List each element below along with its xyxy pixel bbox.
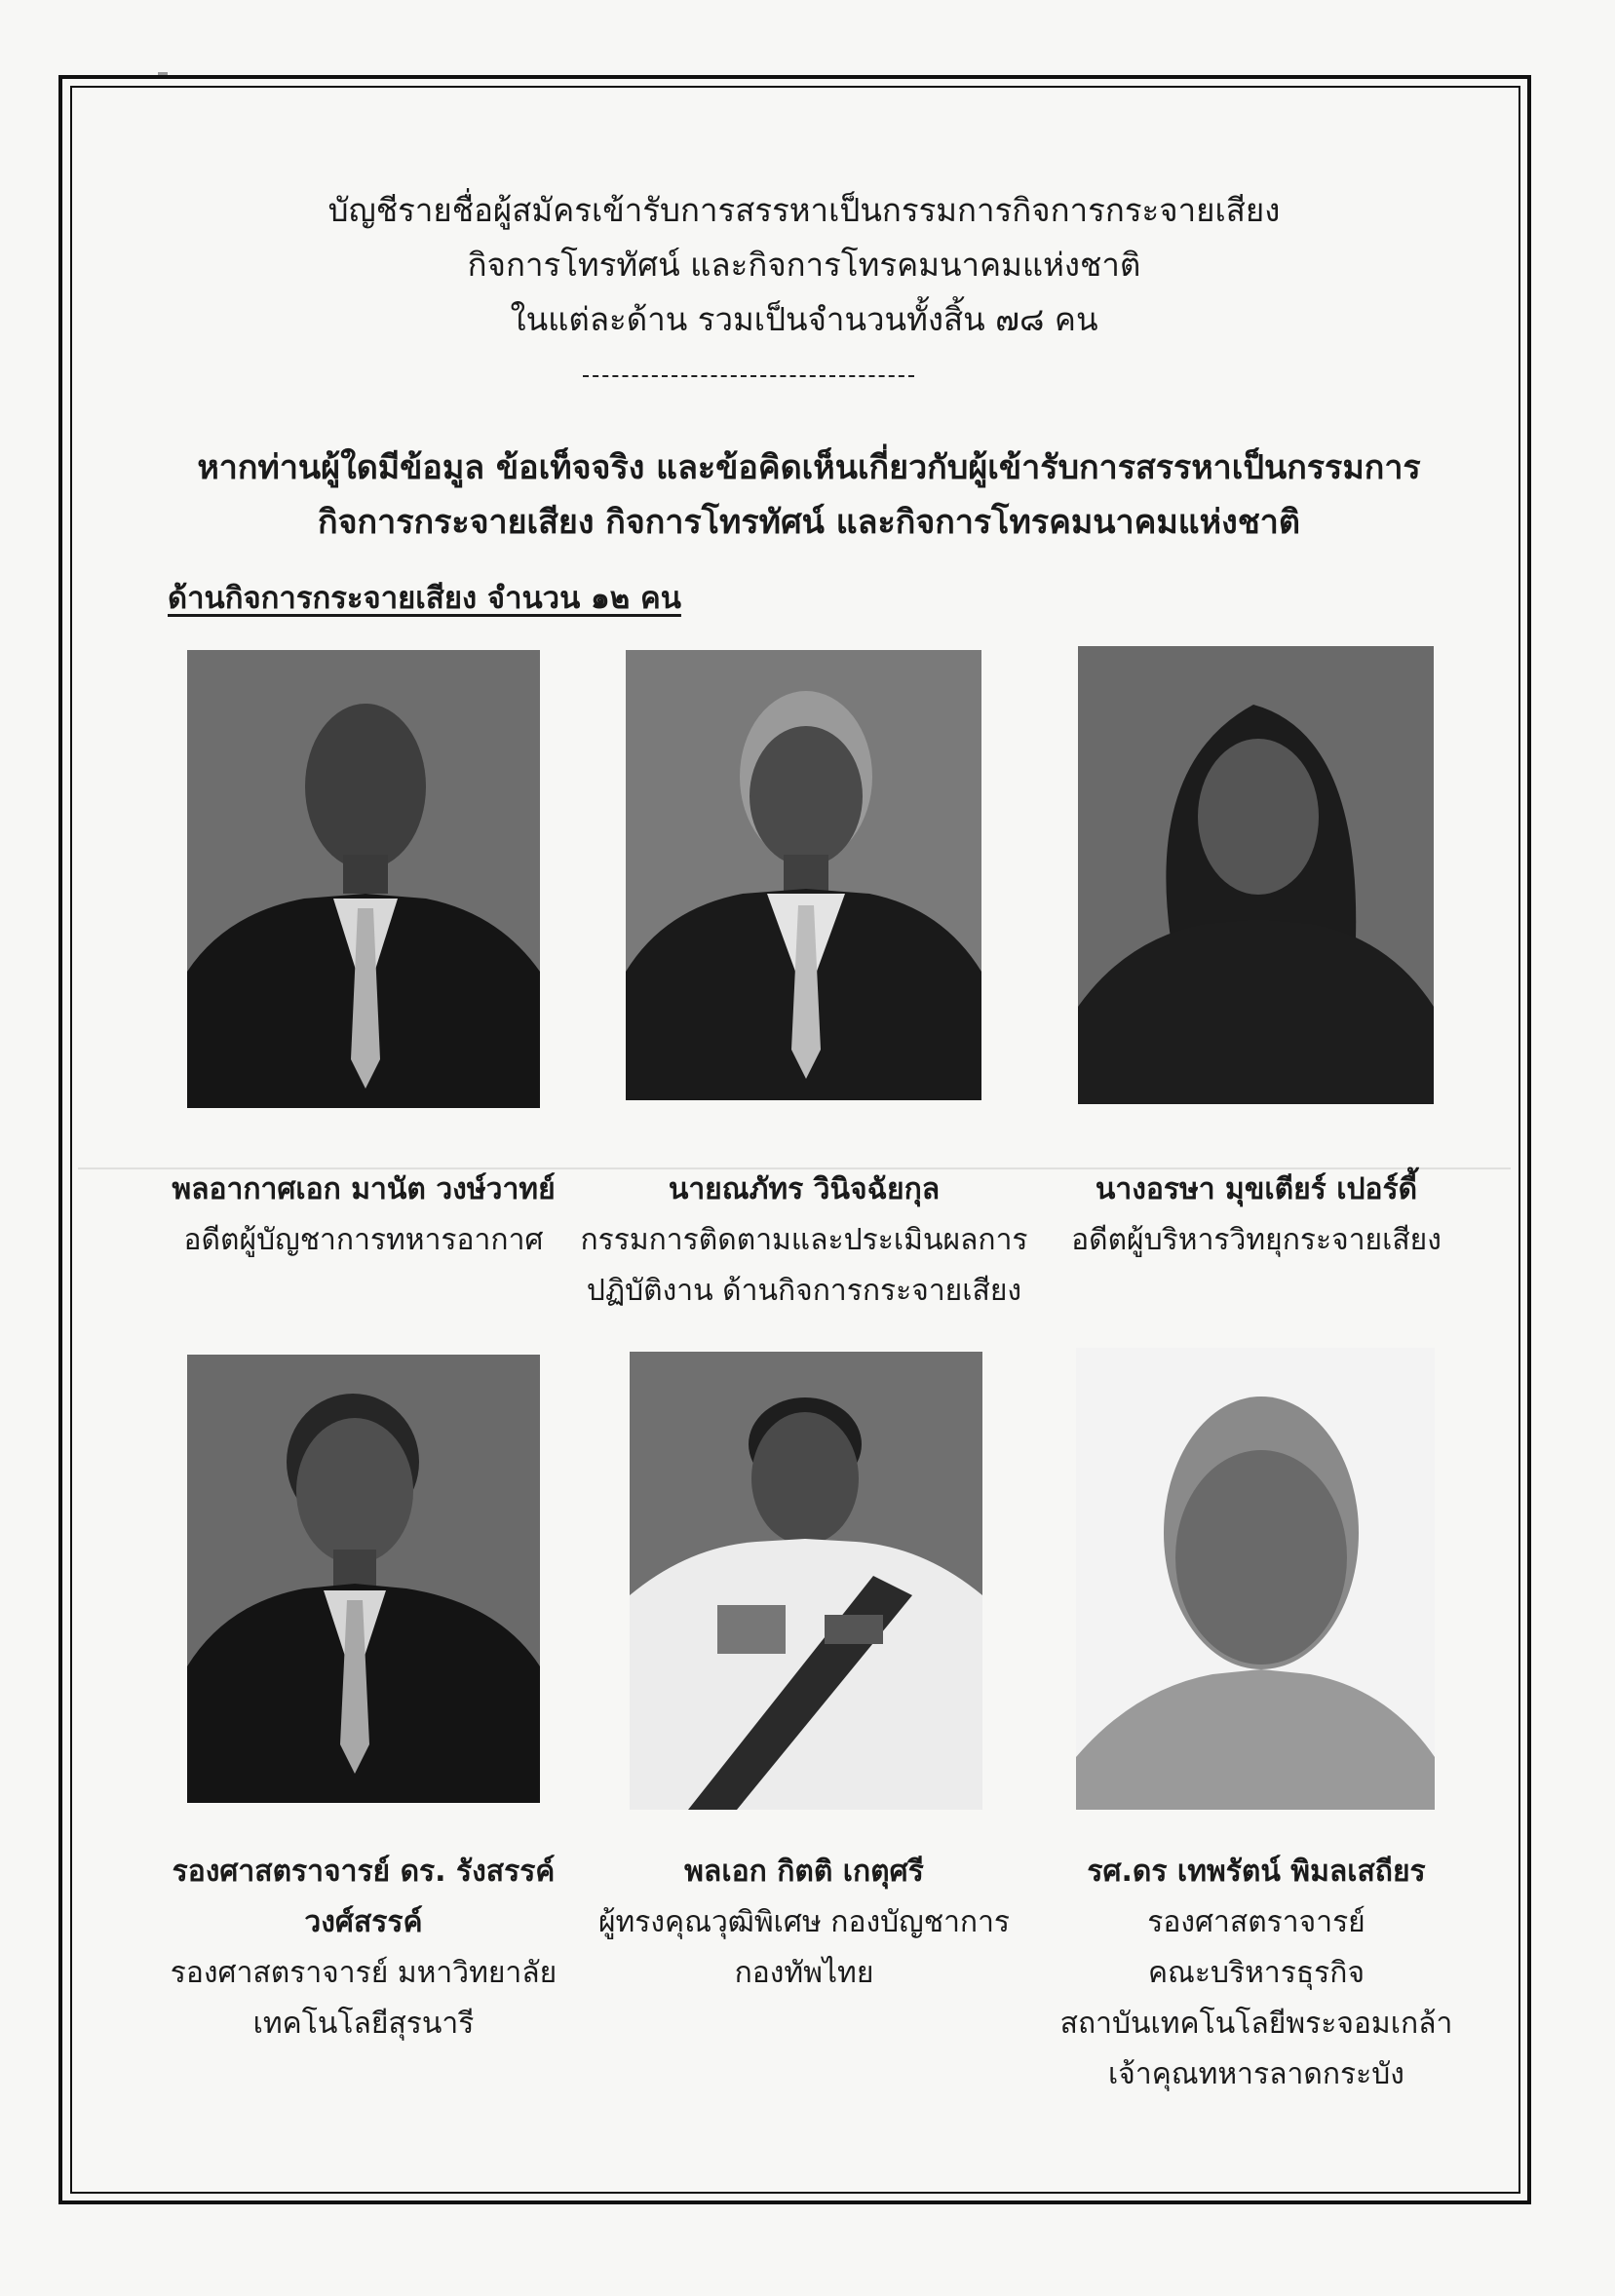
candidate-name-1: พลอากาศเอก มานัต วงษ์วาทย์ (172, 1172, 556, 1206)
candidate-line: กรรมการติดตามและประเมินผลการ (580, 1223, 1028, 1257)
candidate-line: เทคโนโลยีสุรนารี (252, 2007, 475, 2041)
candidate-photo-2 (626, 650, 981, 1100)
candidate-name-4: รองศาสตราจารย์ ดร. รังสรรค์ (172, 1855, 556, 1889)
candidate-line: รองศาสตราจารย์ มหาวิทยาลัย (170, 1956, 558, 1990)
candidate-caption-6 (1027, 1847, 1485, 2100)
candidate-line: รองศาสตราจารย์ (1147, 1905, 1365, 1939)
candidate-line: อดีตผู้บัญชาการทหารอากาศ (183, 1223, 544, 1257)
scan-mark (158, 72, 168, 75)
candidate-photo-1 (187, 650, 540, 1108)
notice-line-1: หากท่านผู้ใดมีข้อมูล ข้อเท็จจริง และข้อคิดเห็นเกี่ยวกับผู้เข้ารับการสรรหาเป็นกรรมการ (197, 448, 1421, 487)
candidate-name-5: พลเอก กิตติ เกตุศรี (684, 1855, 924, 1889)
candidate-caption-5 (575, 1847, 1033, 1999)
notice-text (127, 440, 1491, 550)
candidate-line: เจ้าคุณทหารลาดกระบัง (1108, 2057, 1404, 2091)
candidate-line: ผู้ทรงคุณวุฒิพิเศษ กองบัญชาการ (597, 1905, 1011, 1939)
title-divider (583, 375, 914, 377)
title-line-2: กิจการโทรทัศน์ และกิจการโทรคมนาคมแห่งชาติ (467, 246, 1141, 284)
notice-line-2: กิจการกระจายเสียง กิจการโทรทัศน์ และกิจการโทรคมนาคมแห่งชาติ (318, 503, 1300, 542)
candidate-line: สถาบันเทคโนโลยีพระจอมเกล้า (1059, 2007, 1453, 2041)
candidate-caption-2 (575, 1165, 1033, 1317)
candidate-caption-4 (135, 1847, 593, 2049)
candidate-photo-5 (630, 1352, 982, 1810)
candidate-caption-1 (135, 1165, 593, 1266)
candidate-photo-4 (187, 1355, 540, 1803)
candidate-line: คณะบริหารธุรกิจ (1147, 1956, 1365, 1990)
candidate-line: วงศ์สรรค์ (304, 1905, 423, 1939)
candidate-caption-3 (1027, 1165, 1485, 1266)
candidate-line: อดีตผู้บริหารวิทยุกระจายเสียง (1071, 1223, 1442, 1257)
candidate-photo-6 (1076, 1348, 1435, 1810)
candidate-line: กองทัพไทย (734, 1956, 874, 1990)
section-title: ด้านกิจการกระจายเสียง จำนวน ๑๒ คน (168, 581, 681, 616)
candidate-name-6: รศ.ดร เทพรัตน์ พิมลเสถียร (1087, 1855, 1426, 1889)
candidate-photo-3 (1078, 646, 1434, 1104)
candidate-name-3: นางอรษา มุขเตียร์ เปอร์ดี้ (1095, 1172, 1418, 1206)
document-title (156, 183, 1452, 347)
candidate-line: ปฏิบัติงาน ด้านกิจการกระจายเสียง (586, 1274, 1022, 1308)
candidate-name-2: นายณภัทร วินิจฉัยกุล (668, 1172, 941, 1206)
title-line-3: ในแต่ละด้าน รวมเป็นจำนวนทั้งสิ้น ๗๘ คน (510, 300, 1098, 338)
title-line-1: บัญชีรายชื่อผู้สมัครเข้ารับการสรรหาเป็นกรรมการกิจการกระจายเสียง (327, 191, 1281, 229)
